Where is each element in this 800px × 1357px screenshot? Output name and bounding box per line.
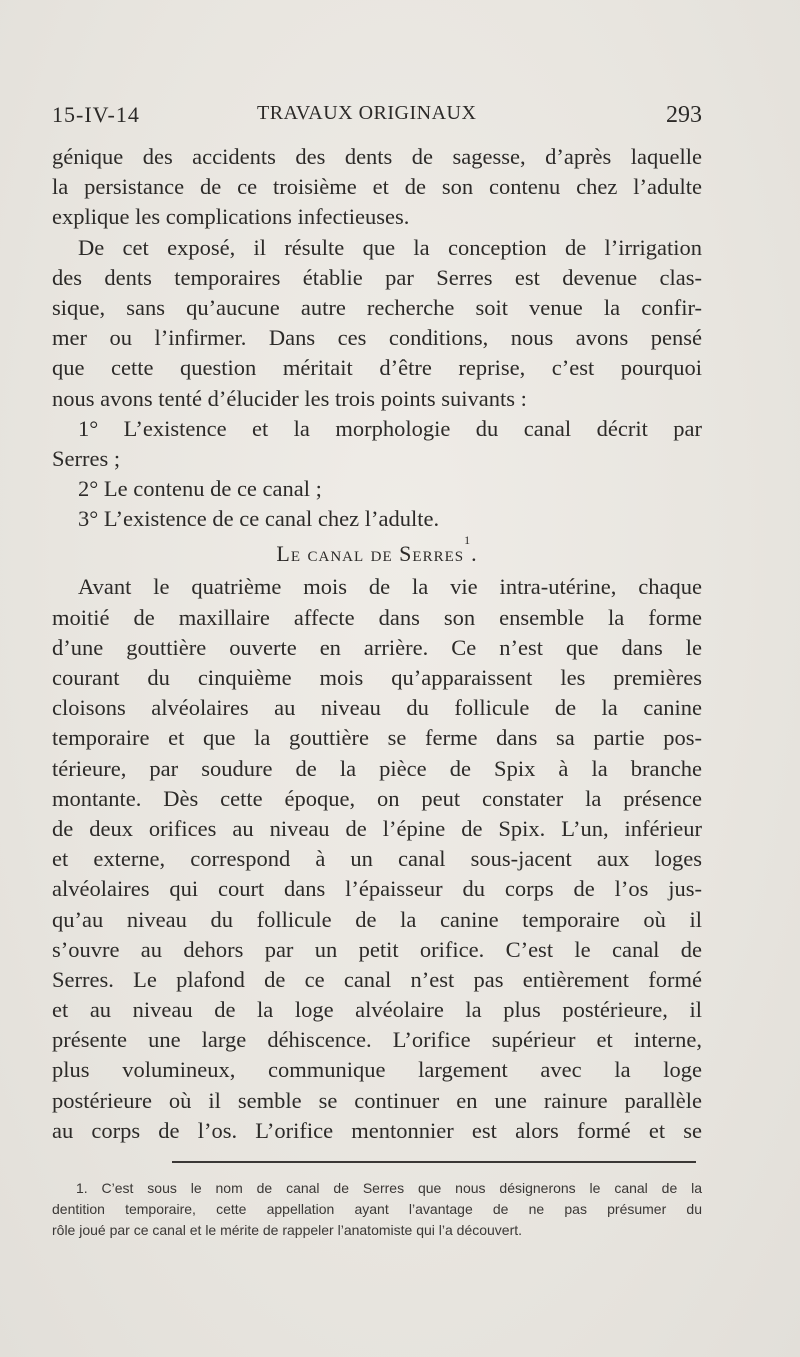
text-line: plus volumineux, communique largement avec la loge [52, 1057, 702, 1083]
text-line: s’ouvre au dehors par un petit orifice. C’est le canal de [52, 936, 702, 962]
list-item: 1° L’existence et la morphologie du canal décrit par [78, 415, 702, 441]
footnote-line: 1. C’est sous le nom de canal de Serres que nous désignerons le canal de la [76, 1180, 702, 1196]
text-line: courant du cinquième mois qu’apparaissent les premières [52, 665, 702, 690]
text-line: térieure, par soudure de la pièce de Spix à la branche [52, 755, 702, 781]
text-line: et au niveau de la loge alvéolaire la plus postérieure, il [52, 997, 702, 1023]
text-line: cloisons alvéolaires au niveau du follicule de la canine [52, 695, 702, 721]
text-line: que cette question méritait d’être reprise, c’est pourquoi [52, 355, 702, 381]
text-line: temporaire et que la gouttière se ferme dans sa partie pos- [52, 725, 702, 751]
footnote-line: rôle joué par ce canal et le mérite de rappeler l’anatomiste qui l’a découvert. [52, 1222, 523, 1238]
text-line: Serres. Le plafond de ce canal n’est pas entièrement formé [52, 966, 702, 992]
footnote [52, 1178, 702, 1241]
text-line: postérieure où il semble se continuer en une rainure parallèle [52, 1087, 702, 1113]
text-line: qu’au niveau du follicule de la canine temporaire où il [52, 906, 702, 932]
body-text [52, 142, 702, 1146]
list-item: 2° Le contenu de ce canal ; [78, 476, 322, 502]
text-line: génique des accidents des dents de sagesse, d’après laquelle [52, 144, 702, 169]
page-number: 293 [666, 102, 702, 128]
heading-punctuation: . [471, 541, 478, 567]
text-line: et externe, correspond à un canal sous-jacent aux loges [52, 846, 702, 872]
running-head [52, 102, 702, 134]
text-line: nous avons tenté d’élucider les trois points suivants : [52, 385, 527, 411]
text-line: montante. Dès cette époque, on peut constater la présence [52, 785, 702, 811]
footnote-rule [172, 1161, 696, 1163]
text-line: alvéolaires qui court dans l’épaisseur du corps de l’os jus- [52, 876, 702, 902]
text-line: explique les complications infectieuses. [52, 204, 410, 230]
text-line: présente une large déhiscence. L’orifice supérieur et interne, [52, 1027, 702, 1053]
text-line: au corps de l’os. L’orifice mentonnier est alors formé et se [52, 1117, 702, 1143]
footnote-marker: 1 [464, 533, 472, 548]
section-heading [52, 534, 702, 572]
text-line: sique, sans qu’aucune autre recherche soit venue la confir- [52, 294, 702, 320]
section-heading-text: Le canal de Serres [276, 541, 465, 567]
text-line: De cet exposé, il résulte que la conception de l’irrigation [78, 234, 702, 260]
text-line: la persistance de ce troisième et de son contenu chez l’adulte [52, 174, 702, 200]
footnote-line: dentition temporaire, cette appellation ayant l’avantage de ne pas présumer du [52, 1201, 702, 1217]
list-item: Serres ; [52, 445, 121, 471]
text-line: des dents temporaires établie par Serres est devenue clas- [52, 264, 702, 290]
text-line: d’une gouttière ouverte en arrière. Ce n’est que dans le [52, 634, 702, 660]
text-line: de deux orifices au niveau de l’épine de Spix. L’un, inférieur [52, 815, 702, 841]
list-item: 3° L’existence de ce canal chez l’adulte. [78, 506, 440, 532]
header-title: TRAVAUX ORIGINAUX [257, 102, 477, 124]
text-line: Avant le quatrième mois de la vie intra-utérine, chaque [78, 574, 702, 600]
header-date: 15-IV-14 [52, 102, 140, 127]
text-line: moitié de maxillaire affecte dans son ensemble la forme [52, 604, 702, 630]
text-line: mer ou l’infirmer. Dans ces conditions, nous avons pensé [52, 325, 702, 351]
